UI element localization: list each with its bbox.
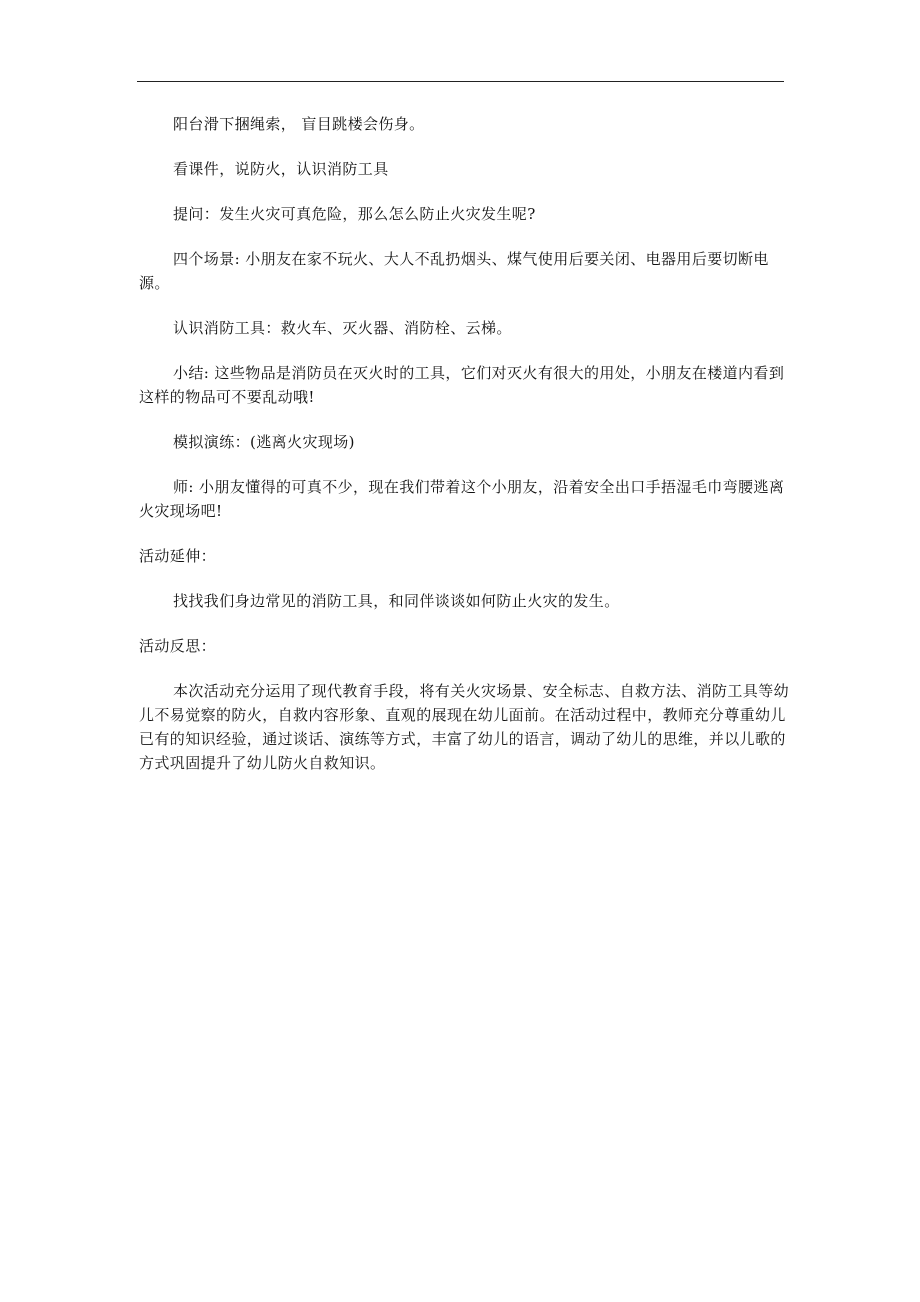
paragraph-balcony-rope: 阳台滑下捆绳索， 盲目跳楼会伤身。 bbox=[173, 115, 425, 133]
paragraph-four-scenes: 四个场景: 小朋友在家不玩火、大人不乱扔烟头、煤气使用后要关闭、电器用后要切断电源。 bbox=[139, 250, 769, 292]
heading-activity-reflection: 活动反思： bbox=[139, 637, 217, 655]
header-rule bbox=[137, 81, 784, 82]
paragraph-reflection: 本次活动充分运用了现代教育手段，将有关火灾场景、安全标志、自救方法、消防工具等幼儿不易觉察的防火，自救内容形象、直观的展现在幼儿面前。在活动过程中，教师充分尊重幼儿已有的知识经验，通过谈话、演练等方式，丰富了幼儿的语言，调动了幼儿的思维，并以儿歌的方式巩固提升了幼儿防火自救知识。 bbox=[139, 682, 790, 772]
paragraph-courseware: 看课件，说防火，认识消防工具 bbox=[173, 160, 389, 178]
document-body bbox=[139, 112, 789, 775]
paragraph-teacher: 师: 小朋友懂得的可真不少，现在我们带着这个小朋友，沿着安全出口手捂湿毛巾弯腰逃离火灾现场吧! bbox=[139, 478, 785, 520]
paragraph-drill: 模拟演练：(逃离火灾现场) bbox=[173, 433, 355, 451]
paragraph-question: 提问：发生火灾可真危险，那么怎么防止火灾发生呢? bbox=[173, 205, 536, 223]
paragraph-fire-tools: 认识消防工具：救火车、灭火器、消防栓、云梯。 bbox=[173, 319, 512, 337]
paragraph-extension: 找找我们身边常见的消防工具，和同伴谈谈如何防止火灾的发生。 bbox=[173, 592, 620, 610]
paragraph-summary: 小结: 这些物品是消防员在灭火时的工具，它们对灭火有很大的用处，小朋友在楼道内看到这样的物品可不要乱动哦! bbox=[139, 364, 785, 406]
heading-activity-extension: 活动延伸： bbox=[139, 547, 217, 565]
